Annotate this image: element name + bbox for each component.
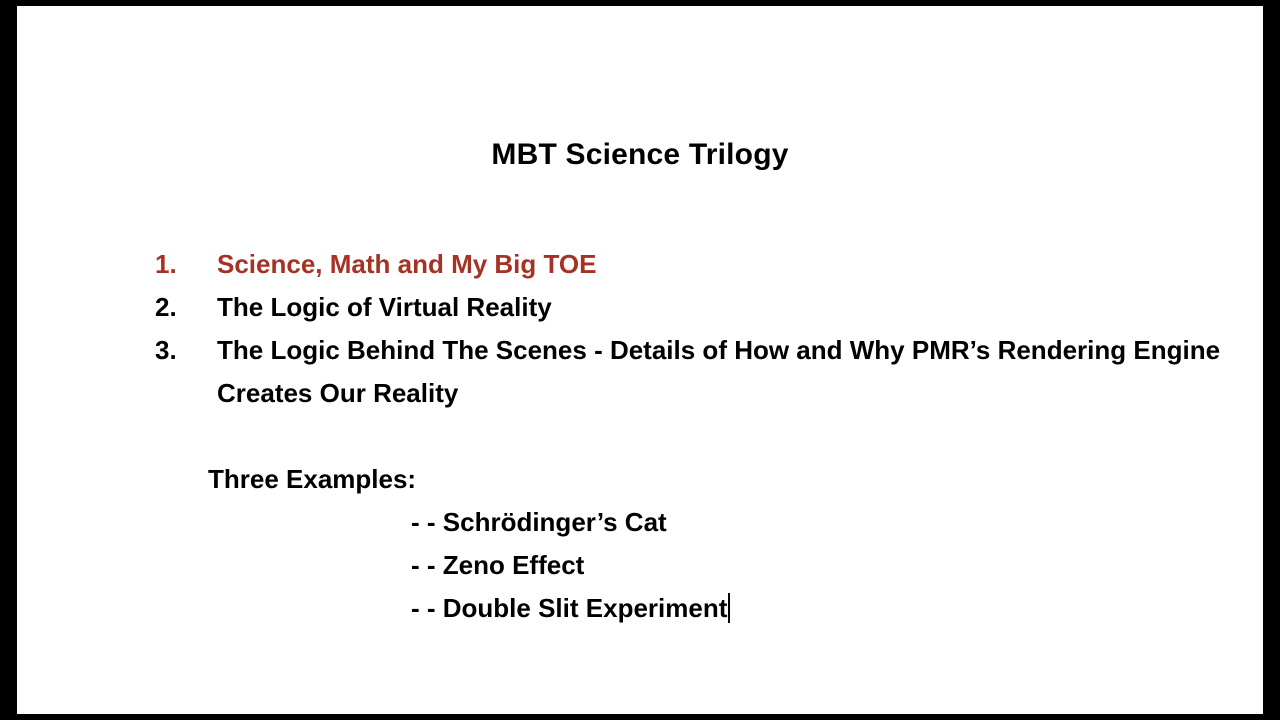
list-item-number: 3.: [155, 335, 177, 365]
list-item-label: The Logic of Virtual Reality: [217, 292, 552, 322]
list-item: [155, 286, 1235, 329]
list-item: [155, 329, 1235, 415]
text-cursor-caret: [728, 593, 730, 623]
numbered-list: [155, 243, 1235, 415]
examples-heading: Three Examples:: [208, 464, 417, 494]
list-item-label: Science, Math and My Big TOE: [217, 249, 597, 279]
example-item-label: - - Double Slit Experiment: [411, 593, 728, 623]
list-item: [155, 243, 1235, 286]
list-item-label: The Logic Behind The Scenes - Details of How and Why PMR’s Rendering Engine Creates Our Reality: [217, 335, 1221, 408]
example-item: - - Zeno Effect: [411, 550, 585, 580]
list-item-number: 1.: [155, 249, 177, 279]
list-item-number: 2.: [155, 292, 177, 322]
slide-canvas: [17, 6, 1263, 714]
example-item: - - Schrödinger’s Cat: [411, 507, 667, 537]
page-title: MBT Science Trilogy: [491, 138, 789, 171]
example-item: [411, 593, 730, 624]
